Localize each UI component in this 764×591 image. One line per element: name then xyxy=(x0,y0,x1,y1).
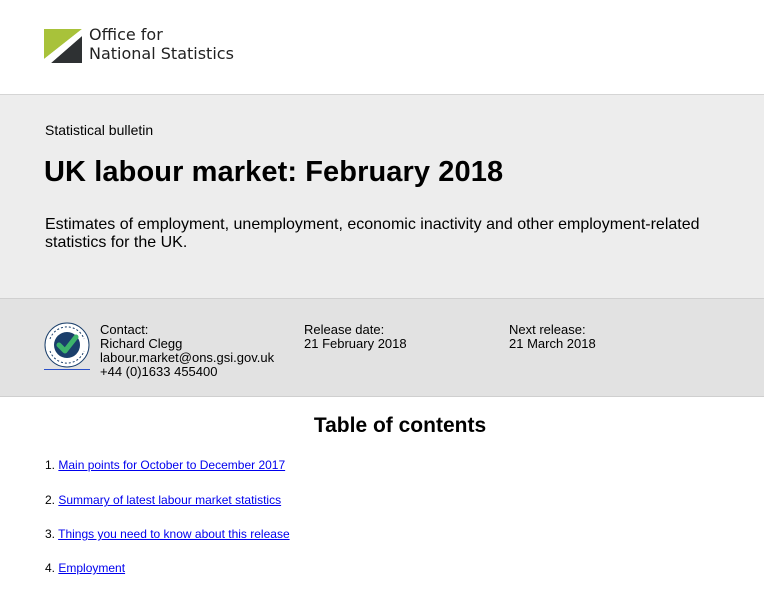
release-date: 21 February 2018 xyxy=(304,336,407,351)
ons-logo-icon xyxy=(44,27,82,63)
toc-link-main-points[interactable]: Main points for October to December 2017 xyxy=(58,458,286,472)
toc-item-number: 1. xyxy=(45,458,56,472)
contact-block xyxy=(100,323,274,379)
logo-line-1: Office for xyxy=(89,25,163,44)
page-header xyxy=(0,0,764,94)
toc-title: Table of contents xyxy=(313,414,487,437)
toc-item-number: 4. xyxy=(45,561,56,575)
release-date-block xyxy=(304,323,407,351)
contact-label: Contact: xyxy=(100,322,149,337)
badge-link-underline xyxy=(44,369,90,370)
contact-email[interactable]: labour.market@ons.gsi.gov.uk xyxy=(100,350,275,365)
toc-link-things-to-know[interactable]: Things you need to know about this release xyxy=(58,527,290,541)
toc-item-number: 2. xyxy=(45,493,56,507)
logo-wordmark xyxy=(89,25,234,63)
next-release-block xyxy=(509,323,596,351)
bulletin-type: Statistical bulletin xyxy=(45,122,154,138)
national-statistics-badge-icon[interactable] xyxy=(44,322,90,373)
bulletin-summary: Estimates of employment, unemployment, economic inactivity and other employment-related statistics for the UK. xyxy=(45,216,700,251)
page-title: UK labour market: February 2018 xyxy=(44,156,504,188)
toc-item-number: 3. xyxy=(45,527,56,541)
toc-link-summary[interactable]: Summary of latest labour market statistics xyxy=(58,493,282,507)
toc-link-employment[interactable]: Employment xyxy=(58,561,126,575)
release-date-label: Release date: xyxy=(304,322,385,337)
ons-logo[interactable] xyxy=(44,27,234,63)
next-release-date: 21 March 2018 xyxy=(509,336,596,351)
contact-phone: +44 (0)1633 455400 xyxy=(100,364,218,379)
toc-item xyxy=(45,458,285,472)
contact-name: Richard Clegg xyxy=(100,336,183,351)
next-release-label: Next release: xyxy=(509,322,586,337)
logo-line-2: National Statistics xyxy=(89,44,234,63)
toc-item xyxy=(45,527,290,541)
toc-item xyxy=(45,493,281,507)
toc-item xyxy=(45,561,125,575)
